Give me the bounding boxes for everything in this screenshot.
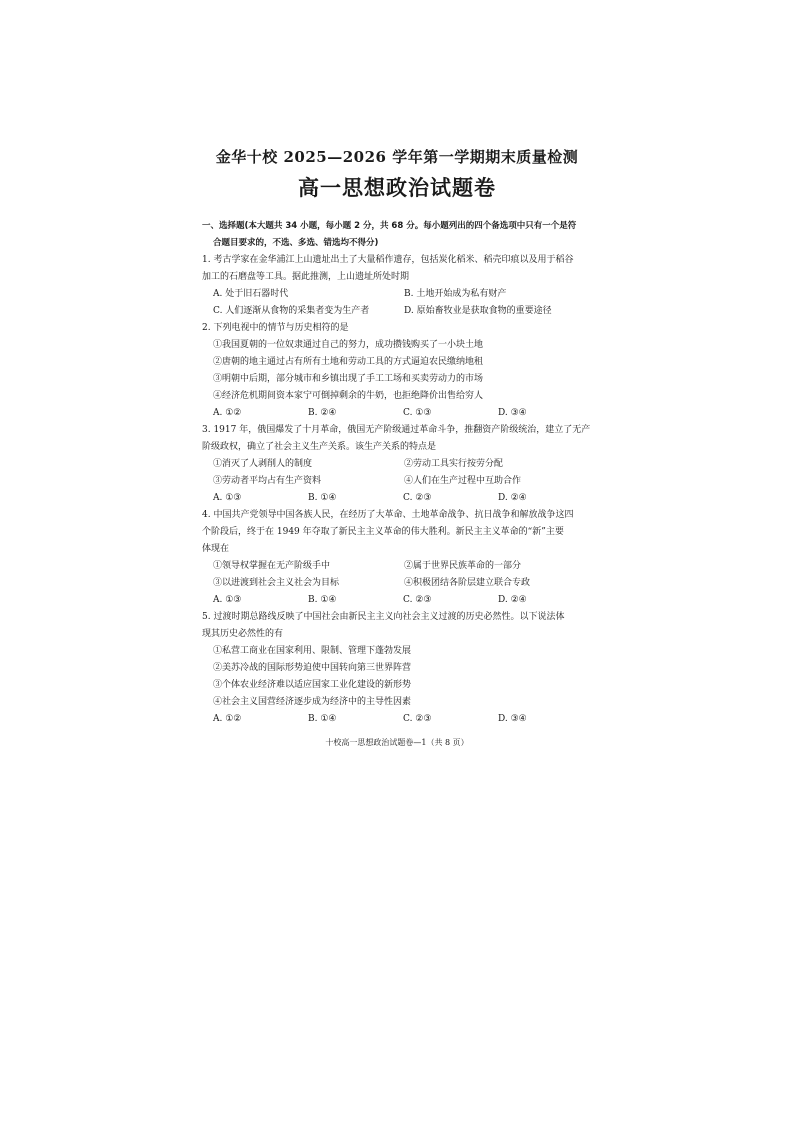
exam-title: 金华十校 2025—2026 学年第一学期期末质量检测 — [215, 148, 579, 166]
statement: ④社会主义国营经济逐步成为经济中的主导性因素 — [213, 697, 412, 707]
option-c: C. 人们逐渐从食物的采集者变为生产者 — [213, 306, 370, 316]
question-stem — [202, 609, 602, 643]
statement: ②劳动工具实行按劳分配 — [404, 459, 504, 469]
stem-line: 3. 1917 年，俄国爆发了十月革命，俄国无产阶级通过革命斗争，推翻资产阶级统治，建立了无产 — [202, 425, 591, 435]
statement: ④经济危机期间资本家宁可倒掉剩余的牛奶，也拒绝降价出售给穷人 — [213, 391, 484, 401]
option-row — [202, 592, 602, 609]
section-heading-line: 一、选择题(本大题共 34 小题，每小题 2 分，共 68 分。每小题列出的四个备选项中只有一个是符 — [202, 221, 577, 231]
option-d: D. 原始畜牧业是获取食物的重要途径 — [404, 306, 552, 316]
stem-line: 4. 中国共产党领导中国各族人民，在经历了大革命、土地革命战争、抗日战争和解放战争这四 — [202, 510, 574, 520]
statement-row — [202, 456, 602, 473]
section-heading — [202, 218, 602, 252]
stem-line: 加工的石磨盘等工具。据此推测，上山遗址所处时期 — [202, 272, 410, 282]
option-a: A. ①② — [213, 408, 242, 418]
question-3 — [202, 422, 602, 507]
stem-line: 阶级政权，确立了社会主义生产关系。该生产关系的特点是 — [202, 442, 437, 452]
question-5 — [202, 609, 602, 728]
statement-row — [202, 473, 602, 490]
exam-subtitle: 高一思想政治试题卷 — [298, 176, 496, 200]
option-a: A. ①② — [213, 714, 242, 724]
statement: ③劳动者平均占有生产资料 — [213, 476, 322, 486]
option-b: B. ①④ — [308, 595, 337, 605]
question-4 — [202, 507, 602, 609]
page-footer: 十校高一思想政治试题卷—1（共 8 页） — [325, 738, 469, 747]
option-c: C. ①③ — [403, 408, 432, 418]
option-a: A. 处于旧石器时代 — [213, 289, 289, 299]
option-b: B. ①④ — [308, 714, 337, 724]
option-d: D. ②④ — [498, 595, 527, 605]
question-stem — [202, 422, 602, 456]
option-d: D. ②④ — [498, 493, 527, 503]
statement: ④人们在生产过程中互助合作 — [404, 476, 522, 486]
stem-line: 个阶段后，终于在 1949 年夺取了新民主主义革命的伟大胜利。新民主主义革命的“新”主要 — [202, 527, 564, 537]
stem-line: 5. 过渡时期总路线反映了中国社会由新民主主义向社会主义过渡的历史必然性。以下说法体 — [202, 612, 565, 622]
option-d: D. ③④ — [498, 714, 527, 724]
stem-line: 1. 考古学家在金华浦江上山遗址出土了大量稻作遗存，包括炭化稻米、稻壳印痕以及用于稻谷 — [202, 255, 574, 265]
statement-row — [202, 558, 602, 575]
section-heading-line: 合题目要求的，不选、多选、错选均不得分) — [213, 238, 379, 248]
question-1 — [202, 252, 602, 320]
statement: ②唐朝的地主通过占有所有土地和劳动工具的方式逼迫农民缴纳地租 — [213, 357, 484, 367]
stem-line: 现其历史必然性的有 — [202, 629, 284, 639]
statement: ④积极团结各阶层建立联合专政 — [404, 578, 531, 588]
question-stem — [202, 507, 602, 558]
option-b: B. ①④ — [308, 493, 337, 503]
exam-content — [202, 218, 602, 728]
question-stem — [202, 252, 602, 286]
statement: ①私营工商业在国家利用、限制、管理下蓬勃发展 — [213, 646, 412, 656]
statement: ③个体农业经济难以适应国家工业化建设的新形势 — [213, 680, 412, 690]
statement: ③明朝中后期，部分城市和乡镇出现了手工工场和买卖劳动力的市场 — [213, 374, 484, 384]
question-stem — [202, 320, 602, 337]
stem-line: 体现在 — [202, 544, 230, 554]
statement: ③以进渡到社会主义社会为目标 — [213, 578, 340, 588]
option-d: D. ③④ — [498, 408, 527, 418]
statement: ①我国夏朝的一位奴隶通过自己的努力，成功攒钱购买了一小块土地 — [213, 340, 484, 350]
option-b: B. ②④ — [308, 408, 337, 418]
stem-line: 2. 下列电视中的情节与历史相符的是 — [202, 323, 349, 333]
option-c: C. ②③ — [403, 595, 432, 605]
statement: ②美苏冷战的国际形势迫使中国转向第三世界阵营 — [213, 663, 412, 673]
option-c: C. ②③ — [403, 493, 432, 503]
option-row — [202, 711, 602, 728]
option-a: A. ①③ — [213, 493, 242, 503]
option-row — [202, 303, 602, 320]
statement-row — [202, 575, 602, 592]
option-b: B. 土地开始成为私有财产 — [404, 289, 507, 299]
option-row — [202, 490, 602, 507]
statement: ①领导权掌握在无产阶级手中 — [213, 561, 331, 571]
option-row — [202, 405, 602, 422]
statement: ①消灭了人剥削人的制度 — [213, 459, 313, 469]
option-row — [202, 286, 602, 303]
option-a: A. ①③ — [213, 595, 242, 605]
statement: ②属于世界民族革命的一部分 — [404, 561, 522, 571]
option-c: C. ②③ — [403, 714, 432, 724]
question-2 — [202, 320, 602, 422]
